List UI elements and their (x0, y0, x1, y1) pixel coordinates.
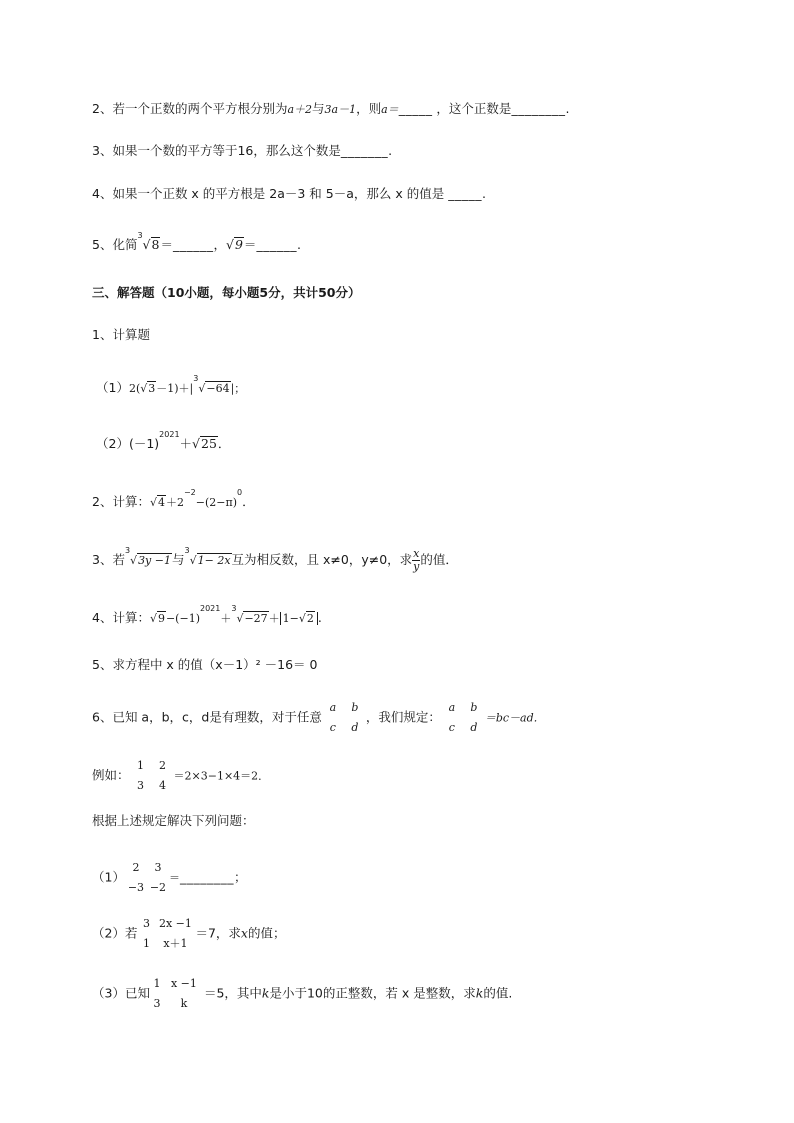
fill-question-5: 5、化简$^3$√8＝______，√9＝______. (92, 231, 301, 253)
problem-3: 3、若$^3$√3y −1与$^3$√1− 2x互为相反数，且 x≠0，y≠0，求 $\frac{x}{y}$ 的值． (92, 546, 458, 574)
problem-6-sub-1: （1） 2 3 −3 −2 ＝________； (92, 858, 246, 898)
problem-1-sub-1: $(1)2(√3-1)+|^3√-64|$； (96, 374, 246, 396)
determinant-definition: a b c d (448, 701, 478, 734)
problem-4: 4、计算：$√9-(-1)^{2021}+^3√-27+ 1-√2$ . (92, 604, 322, 626)
problem-6-intro: 6、已知 a，b，c，d是有理数，对于任意 a b c d ，我们规定： a b c d ＝bc－ad． (92, 698, 545, 738)
fill-question-3: 3、如果一个数的平方等于16，那么这个数是_______. (92, 143, 393, 158)
determinant-example: 1 2 3 4 (137, 759, 167, 792)
fraction-x-over-y: $\frac{x}{y}$ (413, 547, 420, 574)
fill-question-2: 2、若一个正数的两个平方根分别为a＋2与3a－1，则a＝_____ ，这个正数是________. (92, 101, 570, 116)
determinant-generic: a b c d (329, 701, 359, 734)
problem-1-sub-2: $(2)(-1)^{2021}+√25$． (96, 430, 231, 452)
problem-6-sub-2: （2）若 3 2x −1 1 x＋1 ＝7，求x的值； (92, 914, 285, 954)
problem-1-title: 1、计算题 (92, 327, 150, 342)
determinant-sub-2: 3 2x −1 1 x＋1 (142, 917, 192, 950)
section-heading: 三、解答题（10小题，每小题5分，共计50分） (92, 285, 361, 300)
determinant-sub-3: 1 x −1 3 k (153, 977, 197, 1010)
problem-2: 2、计算：$√4+2^{-2}-(2-\pi)^0$． (92, 488, 255, 510)
fill-question-4: 4、如果一个正数 x 的平方根是 2a－3 和 5－a，那么 x 的值是 _____. (92, 186, 486, 201)
problem-6-example: 例如： 1 2 3 4 ＝2×3−1×4＝2． (92, 756, 269, 796)
problem-5: 5、求方程中 x 的值（x－1）² －16＝ 0 (92, 657, 318, 672)
absolute-value: 1−√2 (280, 612, 318, 625)
problem-6-sub-3: （3）已知 1 x −1 3 k ＝5，其中k是小于10的正整数，若 x 是整数，求k的值. (92, 974, 512, 1014)
problem-6-instruction: 根据上述规定解决下列问题： (92, 813, 255, 828)
determinant-sub-1: 2 3 −3 −2 (127, 861, 167, 894)
